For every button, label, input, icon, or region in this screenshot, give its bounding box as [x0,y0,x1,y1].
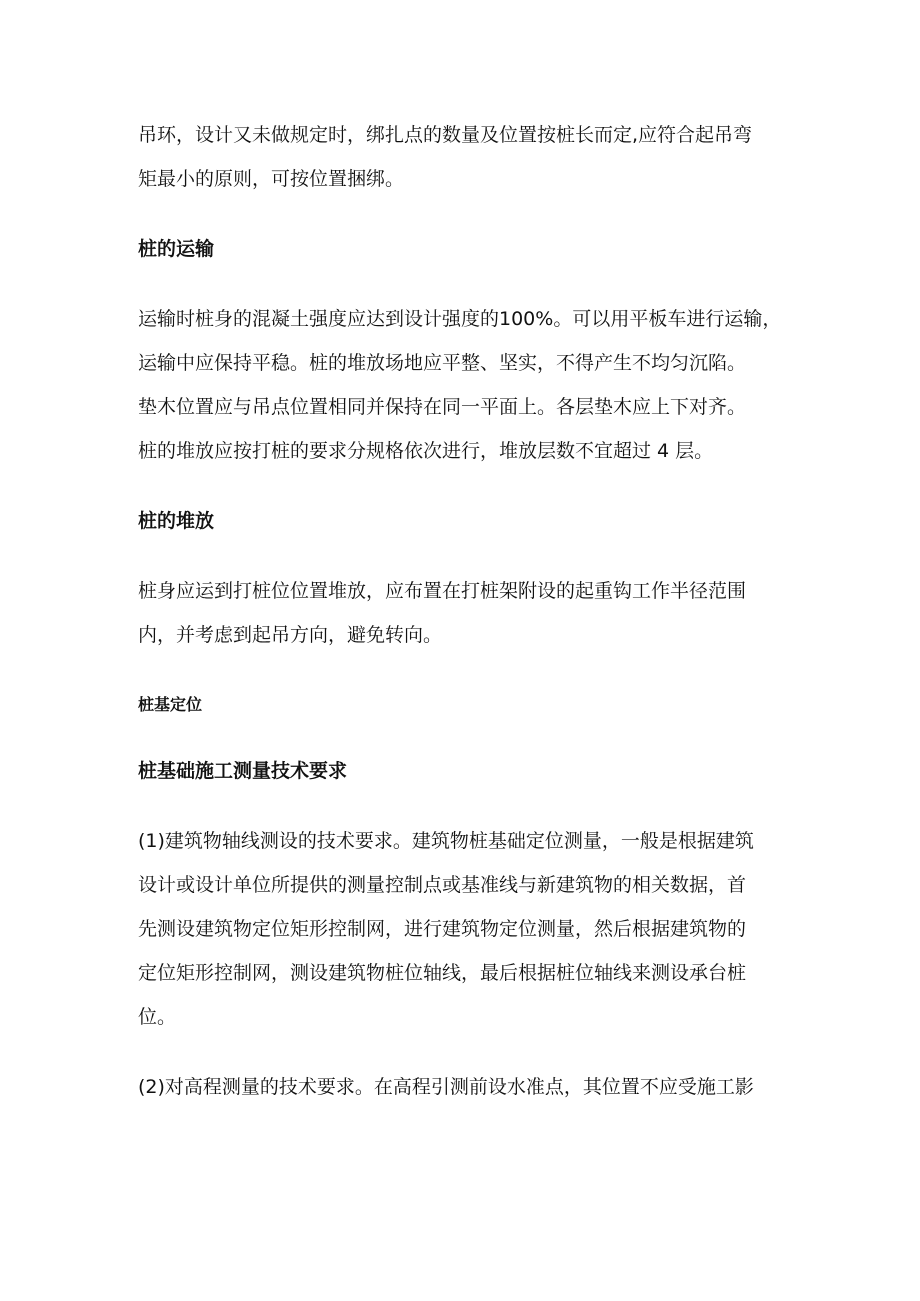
text-line: 位。 [138,1006,177,1028]
paragraph-stacking [138,569,788,657]
text-line: 桩的堆放应按打桩的要求分规格依次进行，堆放层数不宜超过 4 层。 [138,440,714,462]
spacer [138,1039,788,1065]
text-line: (1)建筑物轴线测设的技术要求。建筑物桩基础定位测量，一般是根据建筑 [138,830,754,852]
text-line: 运输中应保持平稳。桩的堆放场地应平整、坚实，不得产生不均匀沉陷。 [138,352,747,374]
paragraph-transport [138,297,788,473]
text-line: 定位矩形控制网，测设建筑物桩位轴线，最后根据桩位轴线来测设承台桩 [138,962,747,984]
spacer [138,201,788,227]
text-line: 桩身应运到打桩位位置堆放，应布置在打桩架附设的起重钩工作半径范围 [138,580,747,602]
text-line: (2)对高程测量的技术要求。在高程引测前设水准点，其位置不应受施工影 [138,1076,754,1098]
text-line: 内，并考虑到起吊方向，避免转向。 [138,624,443,646]
text-line: 先测设建筑物定位矩形控制网，进行建筑物定位测量，然后根据建筑物的 [138,918,747,940]
text-line: 运输时桩身的混凝土强度应达到设计强度的100%。可以用平板车进行运输， [138,308,782,330]
heading-pile-transport: 桩的运输 [138,238,215,260]
spacer [138,473,788,499]
heading-survey-requirements: 桩基础施工测量技术要求 [138,760,348,782]
text-line: 垫木位置应与吊点位置相同并保持在同一平面上。各层垫木应上下对齐。 [138,396,747,418]
paragraph-elevation-survey [138,1065,788,1109]
paragraph-lifting-points [138,113,788,201]
spacer [138,271,788,297]
spacer [138,657,788,683]
document-body [138,113,788,1109]
text-line: 矩最小的原则，可按位置捆绑。 [138,168,405,190]
spacer [138,543,788,569]
text-line: 设计或设计单位所提供的测量控制点或基准线与新建筑物的相关数据，首 [138,874,747,896]
heading-pile-positioning: 桩基定位 [138,695,203,714]
heading-pile-stacking: 桩的堆放 [138,510,215,532]
spacer [138,727,788,749]
text-line: 吊环，设计又未做规定时，绑扎点的数量及位置按桩长而定,应符合起吊弯 [138,124,753,146]
paragraph-axis-survey [138,819,788,1039]
spacer [138,793,788,819]
